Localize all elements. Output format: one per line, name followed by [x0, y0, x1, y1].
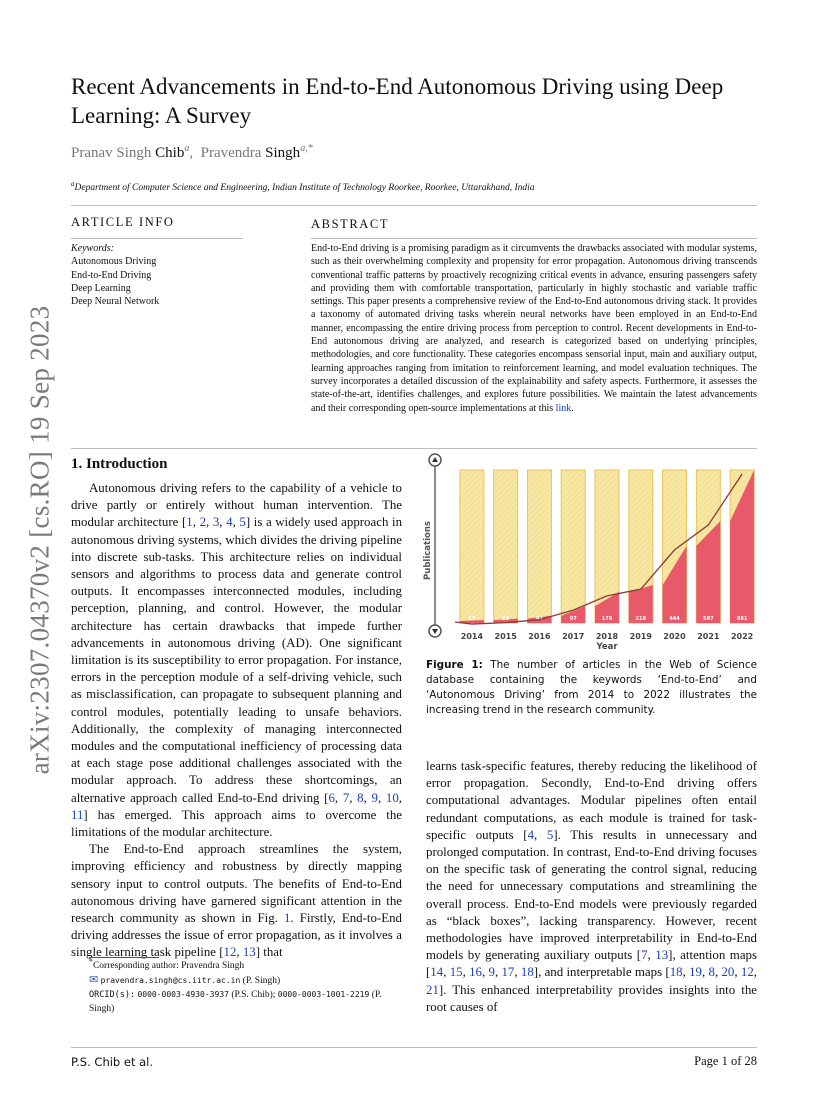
x-tick-label: 2022 — [730, 632, 754, 641]
email-link[interactable]: pravendra.singh@cs.iitr.ac.in — [100, 975, 241, 985]
author-list: Pranav Singh Chib$^a$, Pravendra Singh$^{a,*}$ — [71, 143, 313, 161]
body-column-right — [426, 758, 757, 1016]
column-bg — [561, 470, 585, 623]
footnote-email: ✉ pravendra.singh@cs.iitr.ac.in (P. Singh) — [89, 973, 281, 986]
author-2[interactable]: Pravendra Singh$^{a,*}$ — [200, 143, 313, 161]
citation-link[interactable]: 19 — [689, 965, 702, 980]
bar-value-label: 17 — [468, 616, 476, 622]
citation-link[interactable]: 1 — [283, 911, 291, 926]
abstract-heading: ABSTRACT — [311, 217, 390, 231]
citation-link[interactable]: 10 — [385, 790, 399, 805]
keywords-block — [71, 242, 159, 308]
citation-link[interactable]: 5 — [239, 515, 246, 530]
x-tick-label: 2016 — [528, 632, 551, 641]
affiliation: $^a$Department of Computer Science and Engineering, Indian Institute of Technology Roorkee, Roorkee, Uttarakhand, India — [71, 180, 535, 194]
citation-link[interactable]: 9 — [488, 965, 495, 980]
figure-1 — [420, 448, 765, 654]
bar-value-label: 179 — [601, 616, 613, 622]
citation-link[interactable]: 16 — [469, 965, 482, 980]
keyword-item: End-to-End Driving — [71, 269, 152, 281]
citation-link[interactable]: 13 — [655, 948, 669, 963]
header-divider — [71, 205, 757, 206]
citation-link[interactable]: 7 — [342, 790, 350, 805]
keyword-item: Deep Neural Network — [71, 296, 160, 308]
citation-link[interactable]: 11 — [71, 807, 84, 822]
abstract-link[interactable]: link — [555, 402, 572, 414]
x-tick-label: 2015 — [494, 632, 517, 641]
bar-value-label: 587 — [703, 616, 714, 622]
arxiv-stamp: arXiv:2307.04370v2 [cs.RO] 19 Sep 2023 — [24, 305, 55, 775]
citation-link[interactable]: 9 — [371, 790, 378, 805]
author-1[interactable]: Pranav Singh Chib$^a$ — [71, 143, 190, 161]
citation-link[interactable]: 15 — [449, 965, 463, 980]
footnote-orcid: ORCID(s): 0000-0003-4930-3937 (P.S. Chib); 0000-0003-1001-2219 (P. Singh) — [89, 990, 382, 1014]
publications-chart — [420, 448, 765, 654]
citation-link[interactable]: 4 — [226, 515, 233, 530]
citation-link[interactable]: 3 — [212, 515, 220, 530]
page-number: Page 1 of 28 — [694, 1054, 757, 1068]
citation-link[interactable]: 8 — [708, 965, 715, 980]
citation-link[interactable]: 5 — [546, 827, 554, 842]
keywords-label: Keywords: — [71, 243, 114, 254]
citation-link[interactable]: 14 — [430, 965, 444, 980]
column-bg — [460, 470, 484, 623]
section-heading-introduction: 1. Introduction — [71, 456, 168, 472]
abstract-rule — [311, 238, 757, 239]
keyword-item: Deep Learning — [71, 282, 131, 294]
citation-link[interactable]: 17 — [501, 965, 515, 980]
citation-link[interactable]: 18 — [520, 965, 534, 980]
x-tick-label: 2018 — [595, 632, 619, 641]
bar-value-label: 218 — [635, 616, 646, 622]
x-tick-label: 2014 — [460, 632, 484, 641]
intro-paragraph-2: The End-to-End approach streamlines the system, improving efficiency and robustness by directly mapping sensory input to control outputs. The benefits of End-to-End autonomous driving have garnered significant attention in the research community as shown in Fig. 1. Firstly, End-to-End driving addresses the issue of error propagation, as it involves a single learning task pipeline [12, 13] that — [71, 842, 402, 960]
y-axis-label: Publications — [423, 521, 433, 580]
body-column-left — [71, 480, 402, 962]
x-tick-label: 2020 — [663, 632, 686, 641]
footnote-rule — [89, 957, 159, 958]
article-info-rule — [71, 238, 243, 239]
citation-link[interactable]: 21 — [426, 982, 439, 997]
footer-rule — [71, 1047, 757, 1048]
citation-link[interactable]: 4 — [527, 827, 535, 842]
keyword-item: Autonomous Driving — [71, 256, 157, 268]
article-info-heading: ARTICLE INFO — [71, 215, 175, 229]
column-bg — [494, 470, 518, 623]
citation-link[interactable]: 1 — [186, 515, 193, 530]
citation-link[interactable]: 20 — [721, 965, 735, 980]
x-tick-label: 2021 — [697, 632, 720, 641]
citation-link[interactable]: 6 — [328, 790, 335, 805]
footnote — [71, 955, 402, 1016]
footnote-corresponding: *Corresponding author: Pravendra Singh — [89, 957, 245, 972]
citation-link[interactable]: 7 — [641, 948, 648, 963]
intro-paragraph-1: Autonomous driving refers to the capability of a vehicle to drive partly or entirely without human intervention. The modular architecture [1, 2, 3, 4, 5] is a widely used approach in autonomous driving systems, which divides the driving pipeline into discrete sub-tasks. This architecture relies on individual sensors and algorithms to process data and generate control outputs. It encompasses interconnected modules, including perception, planning, and control. However, the modular architecture has certain drawbacks that impede further advancements in autonomous driving (AD). One significant limitation is its susceptibility to error propagation. For instance, errors in the perception module of a self-driving vehicle, such as misclassification, can propagate to subsequent planning and control modules, potentially leading to unsafe behaviors. Additionally, the complexity of managing interconnected modules and the computational inefficiency of processing data at each stage pose additional challenges associated with the modular approach. To address these shortcomings, an alternative approach called End-to-End driving [6, 7, 8, 9, 10, 11] has emerged. This approach aims to overcome the limitations of the modular architecture. — [71, 481, 403, 840]
bar-value-label: 97 — [569, 616, 577, 622]
bar-value-label: 25 — [502, 616, 510, 622]
figure-caption: Figure 1: The number of articles in the Web of Science database containing the keywords ‘End-to-End’ and ‘Autonomous Driving’ from 2014 to 2022 illustrates the increasing trend in the research community. — [426, 659, 758, 716]
intro-paragraph-2-continued: learns task-specific features, thereby reducing the likelihood of error propagation. Secondly, End-to-End driving offers computational advantages. Modular pipelines often entail redundant computations, as each module is trained for task-specific outputs [4, 5]. This results in unnecessary and prolonged computation. In contrast, End-to-End driving focuses on the specific task of generating the control signal, reducing the need for unnecessary computations and streamlining the overall process. End-to-End models were previously regarded as “black boxes”, lacking transparency. However, recent methodologies have improved interpretability in End-to-End models by generating auxiliary outputs [7, 13], attention maps [14, 15, 16, 9, 17, 18], and interpretable maps [18, 19, 8, 20, 12, 21]. This enhanced interpretability provides insights into the root causes of — [426, 759, 757, 1014]
column-bg — [527, 470, 551, 623]
x-tick-label: 2017 — [562, 632, 585, 641]
citation-link[interactable]: 12 — [223, 945, 237, 960]
citation-link[interactable]: 13 — [242, 945, 256, 960]
bar-value-label: 42 — [535, 616, 543, 622]
x-tick-label: 2019 — [629, 632, 652, 641]
abstract-text: End-to-End driving is a promising paradigm as it circumvents the drawbacks associated with modular systems, such as their overwhelming complexity and propensity for error propagation. Autonomous driving transcends conventional traffic patterns by proactively recognizing critical events in advance, ensuring passengers safety and providing them with comfortable transportation, particularly in highly stochastic and variable traffic settings. This paper presents a comprehensive review of the End-to-End autonomous driving stack. It provides a taxonomy of automated driving tasks wherein neural networks have been employed in an End-to-End manner, encompassing the entire driving process from perception to control. Recent developments in End-to-End autonomous driving are analyzed, and research is categorized based on underlying principles, methodologies, and core functionality. These categories encompass sensorial input, main and auxiliary output, learning approaches ranging from imitation to reinforcement learning, and model evaluation techniques. The survey incorporates a detailed discussion of the explainability and safety aspects. Furthermore, it assesses the state-of-the-art, identifies challenges, and explores future possibilities. We maintain the latest advancements and their corresponding open-source implementations at this link. — [311, 243, 757, 414]
bar-value-label: 881 — [736, 616, 748, 622]
envelope-icon: ✉ — [89, 973, 99, 986]
citation-link[interactable]: 2 — [199, 515, 207, 530]
bar-value-label: 444 — [669, 616, 680, 622]
x-axis-label: Year — [596, 642, 618, 652]
paper-title: Recent Advancements in End-to-End Autonomous Driving using Deep Learning: A Survey — [71, 74, 724, 128]
keywords-list — [71, 255, 159, 308]
citation-link[interactable]: 12 — [740, 965, 754, 980]
footer-author: P.S. Chib et al. — [71, 1055, 154, 1069]
citation-link[interactable]: 18 — [669, 965, 683, 980]
citation-link[interactable]: 8 — [357, 790, 364, 805]
